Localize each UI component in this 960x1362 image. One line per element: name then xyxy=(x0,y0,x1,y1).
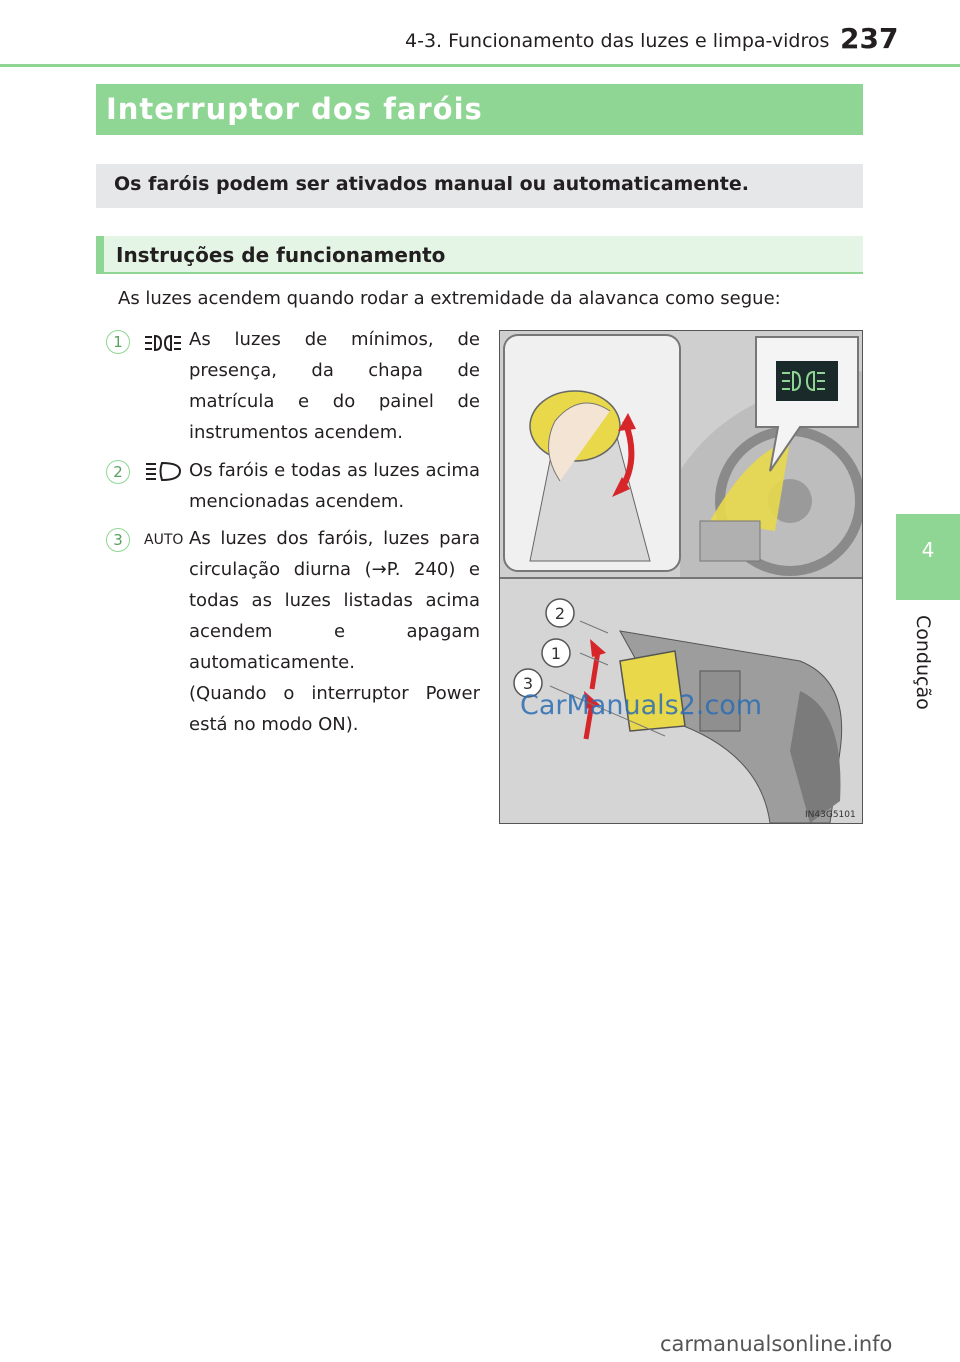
item-note-3: (Quando o interruptor Power está no modo ON). xyxy=(189,683,480,735)
intro-text: Os faróis podem ser ativados manual ou automaticamente. xyxy=(114,173,749,195)
headlight-icon xyxy=(144,460,184,482)
overlay-watermark: CarManuals2.com xyxy=(520,690,763,721)
running-header: 4-3. Funcionamento das luzes e limpa-vidros xyxy=(405,30,830,52)
lever-illustration xyxy=(499,330,863,824)
subheading-accent xyxy=(96,236,104,274)
auto-icon: AUTO xyxy=(144,532,184,548)
page-title: Interruptor dos faróis xyxy=(106,92,483,126)
figure-code: IN43G5101 xyxy=(805,810,856,820)
item-text-1: As luzes de mínimos, de presença, da chapa de matrícula e do painel de instrumentos acendem. xyxy=(189,329,480,443)
item-number-3: 3 xyxy=(106,528,130,552)
footer-watermark: carmanualsonline.info xyxy=(660,1332,893,1356)
lead-paragraph: As luzes acendem quando rodar a extremidade da alavanca como segue: xyxy=(118,288,781,309)
callout-3: 3 xyxy=(522,674,534,693)
header-rule xyxy=(0,64,960,67)
chapter-number: 4 xyxy=(921,538,935,562)
page-number: 237 xyxy=(840,22,899,55)
side-lights-icon xyxy=(144,332,184,354)
callout-1: 1 xyxy=(550,644,562,663)
item-text-3: As luzes dos faróis, luzes para circulação diurna (→P. 240) e todas as luzes listadas acima acendem e apagam automaticamente. (Quando o interruptor Power está no modo ON). xyxy=(189,528,480,735)
callout-2: 2 xyxy=(554,604,566,623)
item-number-2: 2 xyxy=(106,460,130,484)
chapter-label: Condução xyxy=(912,615,934,710)
item-text-2: Os faróis e todas as luzes acima mencionadas acendem. xyxy=(189,460,480,512)
subheading: Instruções de funcionamento xyxy=(116,243,446,267)
item-number-1: 1 xyxy=(106,330,130,354)
